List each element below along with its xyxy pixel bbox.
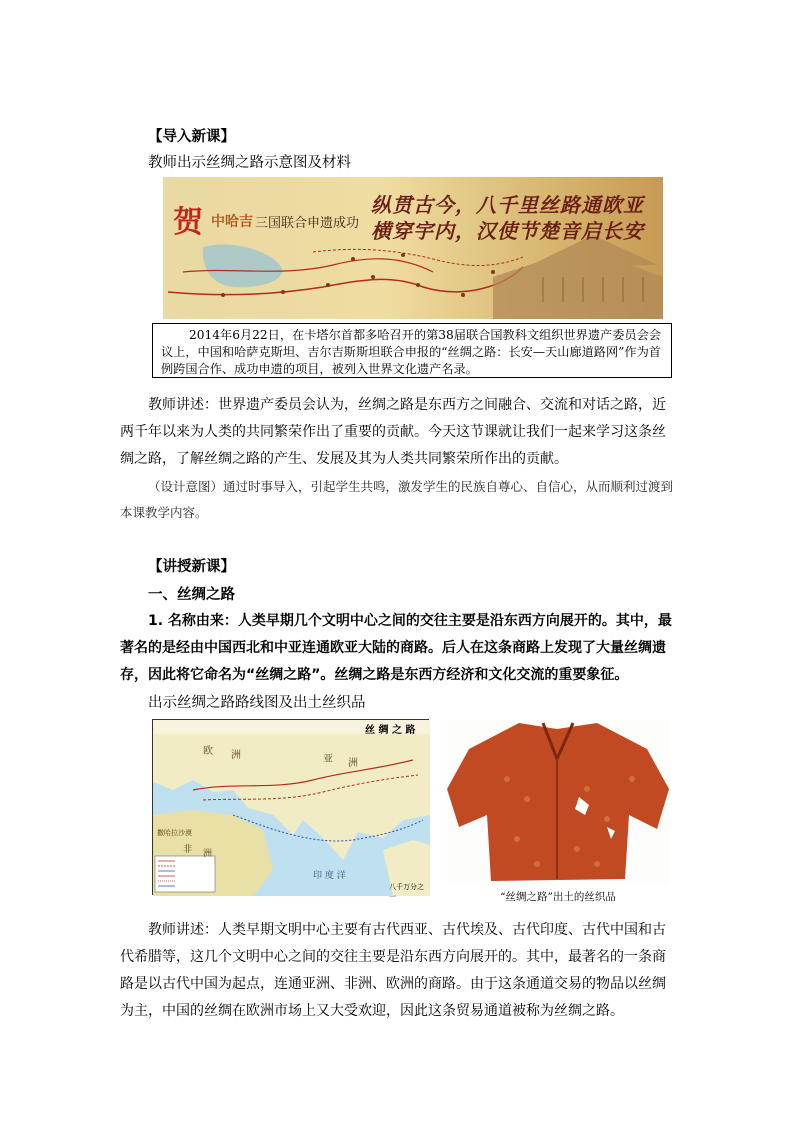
name-origin-paragraph: 1. 名称由来：人类早期几个文明中心之间的交往主要是沿东西方向展开的。其中，最著名的是经由中国西北和中亚连通欧亚大陆的商路。后人在这条商路上发现了大量丝绸遗存，因此将它命名为“丝绸之路”。丝绸之路是东西方经济和文化交流的重要象征。 — [120, 613, 672, 683]
subsection-silk-road: 一、丝绸之路 — [148, 587, 235, 603]
show-map-line: 出示丝绸之路路线图及出土丝织品 — [148, 695, 366, 711]
silk-road-route-map — [152, 719, 429, 901]
map-label-ocean: 印 度 洋 — [313, 871, 346, 881]
news-box: 2014年6月22日，在卡塔尔首都多哈召开的第38届联合国教科文组织世界遗产委员会会议上，中国和哈萨克斯坦、吉尔吉斯斯坦联合申报的“丝绸之路：长安—天山廊道路网”作为首例跨国合作、成功申遗的项目，被列入世界文化遗产名录。 — [152, 323, 672, 378]
design-intent: （设计意图）通过时事导入，引起学生共鸣，激发学生的民族自尊心、自信心，从而顺利过渡到本课教学内容。 — [120, 479, 674, 520]
robe-caption: “丝绸之路”出土的丝织品 — [500, 891, 616, 903]
map-label-asia-2: 洲 — [348, 758, 358, 769]
banner-countries-rest: 三国联合申遗成功 — [255, 216, 360, 231]
intro-line: 教师出示丝绸之路示意图及材料 — [148, 155, 351, 171]
banner-poem-line2: 横穿宇内，汉使节楚音启长安 — [371, 219, 644, 243]
map-label-europe: 欧 — [203, 746, 213, 757]
silk-robe-image — [447, 719, 669, 885]
map-graphic — [153, 720, 430, 896]
teacher-narration-2: 教师讲述：人类早期文明中心主要有古代西亚、古代埃及、古代印度、古代中国和古代希腊等，这几个文明中心之间的交往主要是沿东西方向展开的。其中，最著名的一条商路是以古代中国为起点，连通亚洲、非洲、欧洲的商路。由于这条通道交易的物品以丝绸为主，中国的丝绸在欧洲市场上又大受欢迎，因此这条贸易通道被称为丝绸之路。 — [120, 922, 666, 1019]
robe-graphic — [447, 719, 669, 885]
map-title: 丝 绸 之 路 — [365, 725, 416, 736]
section-title-lecture: 【讲授新课】 — [148, 559, 235, 575]
map-label-asia: 亚 — [323, 754, 333, 765]
map-label-europe-2: 洲 — [231, 750, 241, 761]
section-title-intro: 【导入新课】 — [148, 129, 235, 145]
map-label-africa: 非 — [183, 845, 193, 855]
map-scale: 八千万分之一 — [389, 883, 424, 901]
banner-poem-line1: 纵贯古今，八千里丝路通欧亚 — [371, 193, 644, 217]
silk-road-banner-image — [163, 177, 663, 319]
teacher-narration-1: 教师讲述：世界遗产委员会认为，丝绸之路是东西方之间融合、交流和对话之路，近两千年以来为人类的共同繁荣作出了重要的贡献。今天这节课就让我们一起来学习这条丝绸之路，了解丝绸之路的产生、发展及其为人类共同繁荣所作出的贡献。 — [120, 397, 666, 467]
map-label-africa-2: 洲 — [203, 849, 213, 859]
banner-countries: 中哈吉 — [211, 214, 253, 230]
banner-he-char: 贺 — [173, 205, 203, 240]
map-label-sahara: 撒哈拉沙漠 — [157, 829, 192, 837]
